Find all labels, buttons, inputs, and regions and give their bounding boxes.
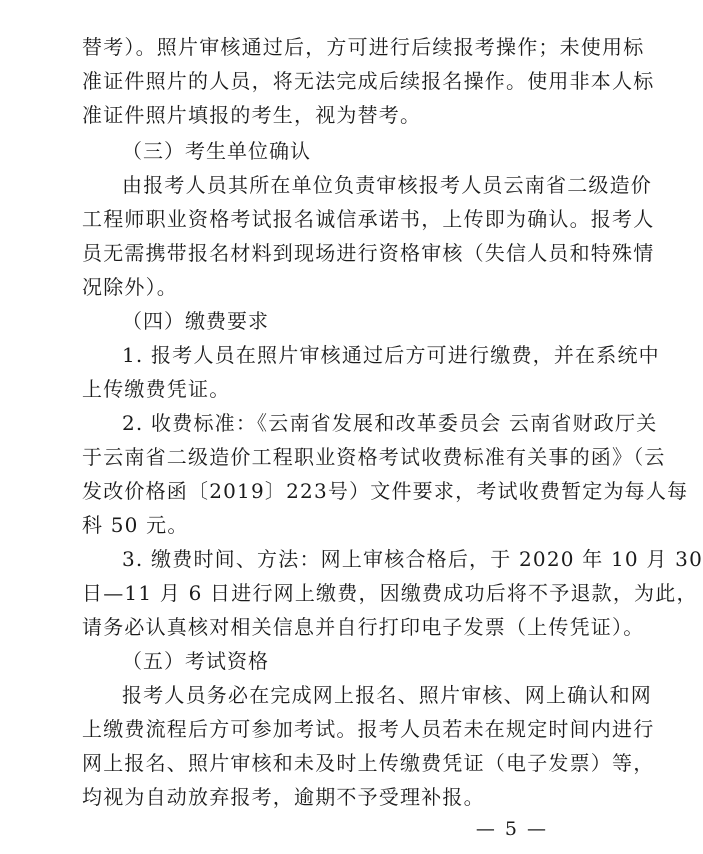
section-heading-5: （五）考试资格 (122, 649, 269, 673)
paragraph-first-line: 报考人员务必在完成网上报名、照片审核、网上确认和网 (122, 683, 652, 707)
body-text-line: 发改价格函〔2019〕223号）文件要求，考试收费暂定为每人每 (82, 479, 689, 503)
body-text-line: 员无需携带报名材料到现场进行资格审核（失信人员和特殊情 (82, 241, 655, 265)
section-heading-3: （三）考生单位确认 (122, 139, 311, 163)
body-text-line: 日—11 月 6 日进行网上缴费，因缴费成功后将不予退款，为此， (82, 581, 698, 605)
list-item-1: 1. 报考人员在照片审核通过后方可进行缴费，并在系统中 (122, 343, 660, 367)
body-text-line: 替考）。照片审核通过后，方可进行后续报考操作；未使用标 (82, 35, 645, 59)
paragraph-first-line: 由报考人员其所在单位负责审核报考人员云南省二级造价 (122, 173, 652, 197)
body-text-line: 上缴费流程后方可参加考试。报考人员若未在规定时间内进行 (82, 717, 655, 741)
body-text-line: 准证件照片填报的考生，视为替考。 (82, 103, 422, 127)
body-text-line: 均视为自动放弃报考，逾期不予受理补报。 (82, 785, 485, 809)
section-heading-4: （四）缴费要求 (122, 309, 269, 333)
body-text-line: 请务必认真核对相关信息并自行打印电子发票（上传凭证）。 (82, 615, 645, 639)
body-text-line: 况除外）。 (82, 275, 178, 299)
list-item-3: 3. 缴费时间、方法：网上审核合格后，于 2020 年 10 月 30 (122, 547, 703, 571)
body-text-line: 上传缴费凭证。 (82, 377, 231, 401)
body-text-line: 网上报名、照片审核和未及时上传缴费凭证（电子发票）等， (82, 751, 655, 775)
body-text-line: 于云南省二级造价工程职业资格考试收费标准有关事的函》（云 (82, 445, 666, 469)
body-text-line: 科 50 元。 (82, 513, 189, 537)
list-item-2: 2. 收费标准：《云南省发展和改革委员会 云南省财政厅关 (122, 411, 658, 435)
page-number: — 5 — (475, 818, 548, 840)
body-text-line: 准证件照片的人员，将无法完成后续报名操作。使用非本人标 (82, 69, 655, 93)
body-text-line: 工程师职业资格考试报名诚信承诺书，上传即为确认。报考人 (82, 207, 655, 231)
